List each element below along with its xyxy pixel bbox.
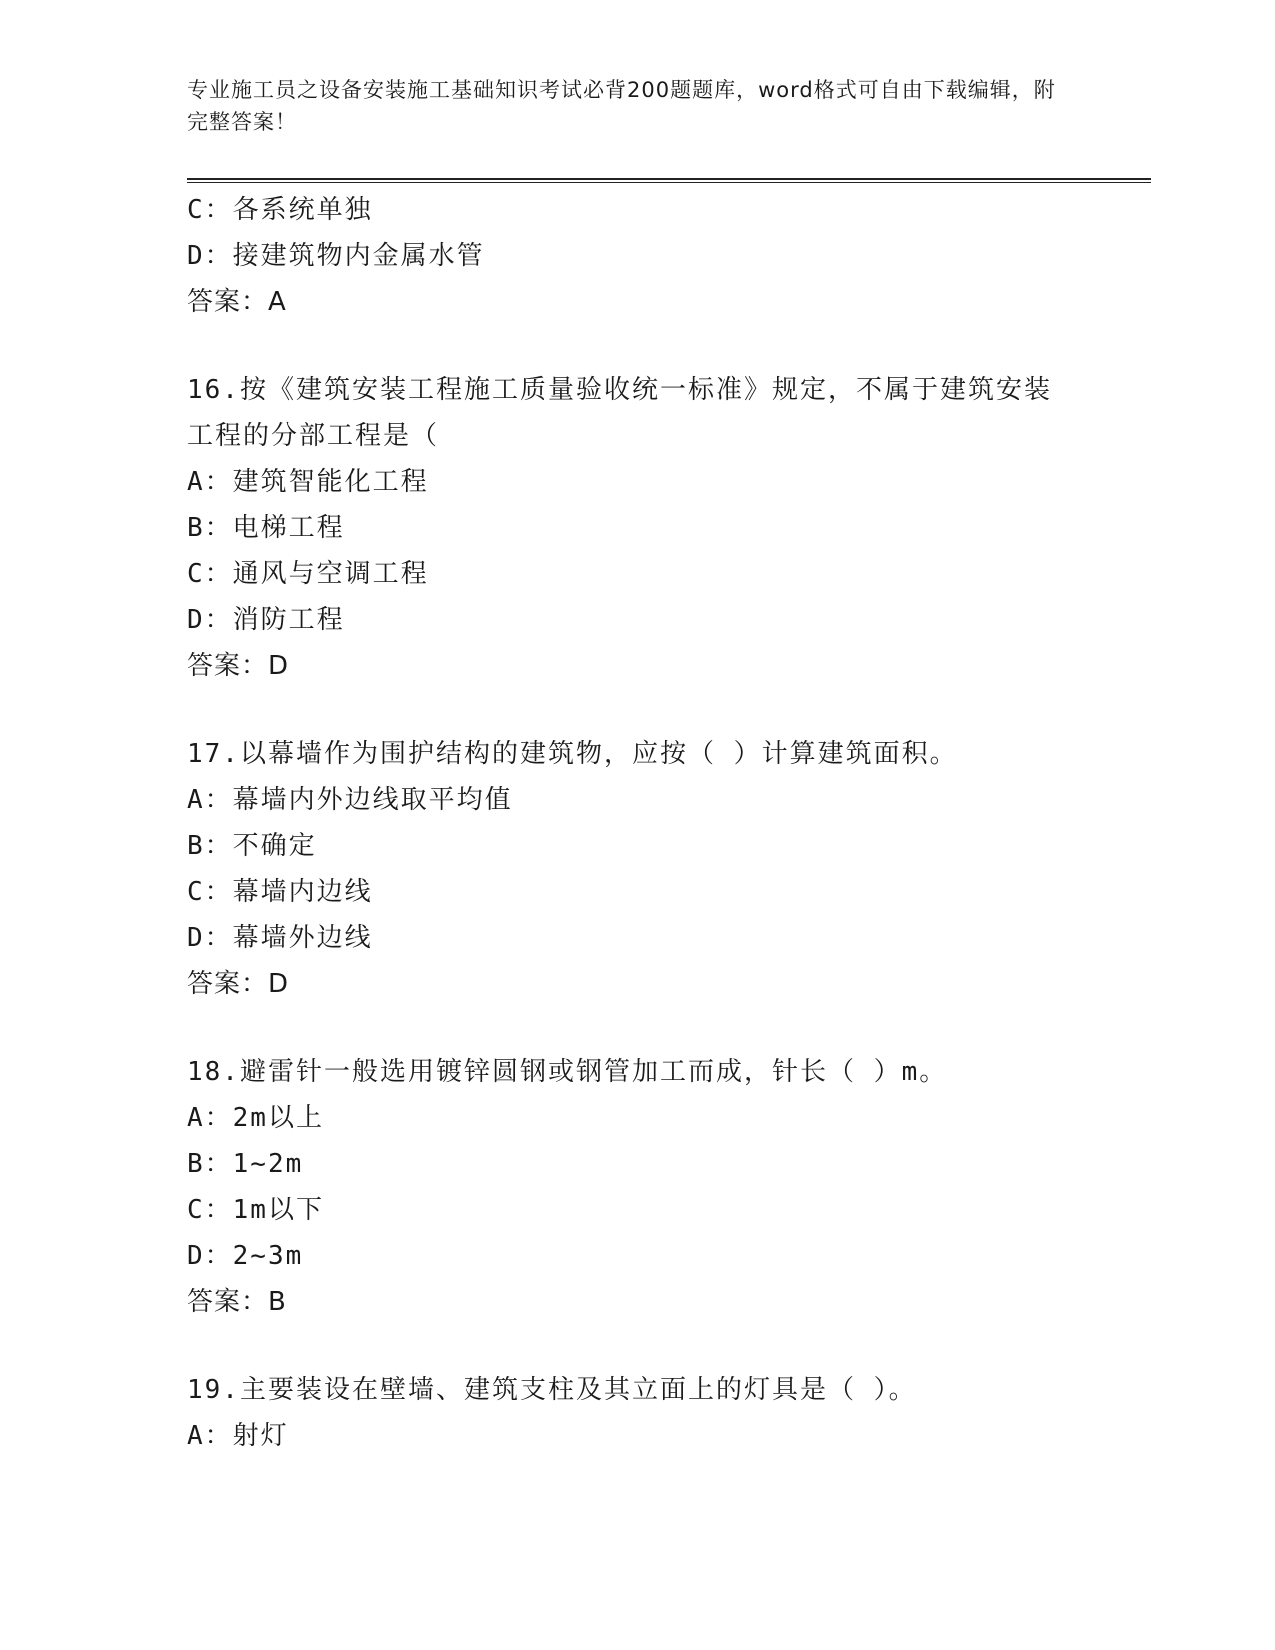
- question-list: [187, 187, 1087, 1459]
- question-18: [187, 1049, 1087, 1325]
- question-17: [187, 731, 1087, 1007]
- option-d: D：消防工程: [187, 605, 345, 635]
- option-b: B：不确定: [187, 831, 317, 861]
- document-header: [187, 74, 1067, 138]
- option-c: C：幕墙内边线: [187, 877, 373, 907]
- option-a: A：建筑智能化工程: [187, 467, 429, 497]
- answer-line: 答案：A: [187, 287, 287, 317]
- header-divider: [187, 178, 1151, 183]
- question-19: [187, 1367, 1087, 1459]
- question-16: [187, 367, 1087, 689]
- answer-line: 答案：D: [187, 651, 290, 681]
- option-b: B：1~2m: [187, 1149, 304, 1179]
- option-a: A：射灯: [187, 1421, 289, 1451]
- option-c: C：各系统单独: [187, 195, 373, 225]
- option-b: B：电梯工程: [187, 513, 345, 543]
- answer-line: 答案：D: [187, 969, 290, 999]
- question-stem: 19.主要装设在壁墙、建筑支柱及其立面上的灯具是（ ）。: [187, 1375, 917, 1405]
- header-title: 专业施工员之设备安装施工基础知识考试必背200题题库，word格式可自由下载编辑，附完整答案！: [187, 78, 1056, 134]
- option-d: D：2~3m: [187, 1241, 304, 1271]
- question-15-continuation: [187, 187, 1087, 325]
- question-stem: 17.以幕墙作为围护结构的建筑物，应按（ ）计算建筑面积。: [187, 739, 958, 769]
- option-d: D：接建筑物内金属水管: [187, 241, 485, 271]
- option-a: A：2m以上: [187, 1103, 324, 1133]
- answer-line: 答案：B: [187, 1287, 287, 1317]
- option-a: A：幕墙内外边线取平均值: [187, 785, 513, 815]
- question-stem: 18.避雷针一般选用镀锌圆钢或钢管加工而成，针长（ ）m。: [187, 1057, 948, 1087]
- option-c: C：通风与空调工程: [187, 559, 429, 589]
- option-d: D：幕墙外边线: [187, 923, 373, 953]
- question-stem: 16.按《建筑安装工程施工质量验收统一标准》规定，不属于建筑安装工程的分部工程是（: [187, 375, 1052, 451]
- option-c: C：1m以下: [187, 1195, 324, 1225]
